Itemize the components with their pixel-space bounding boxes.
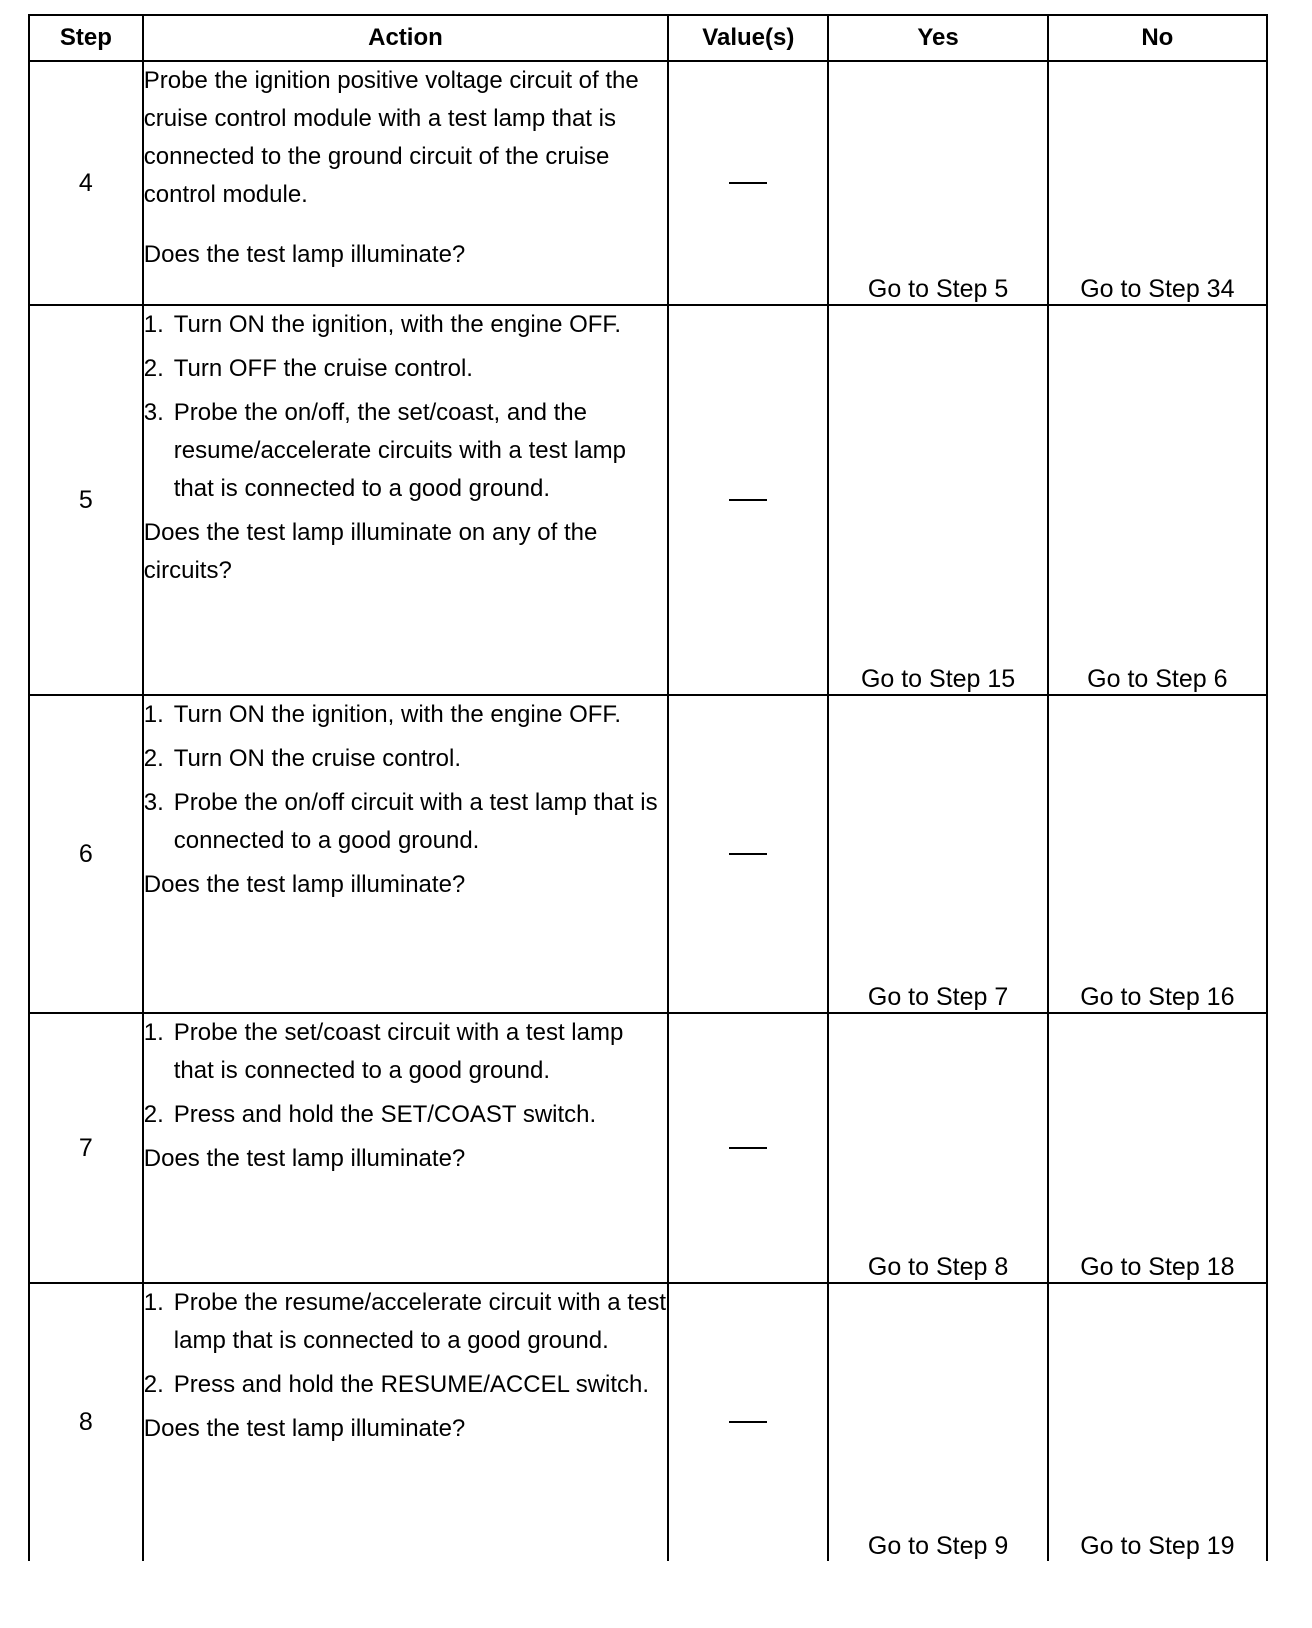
list-item: [144, 784, 667, 860]
yes-cell: Go to Step 15: [828, 305, 1047, 695]
list-item: [144, 306, 667, 344]
header-action: Action: [143, 15, 668, 61]
item-number: 1.: [143, 1019, 164, 1046]
no-cell: Go to Step 34: [1048, 61, 1267, 305]
item-text: Probe the on/off circuit with a test lamp that is connected to a good ground.: [173, 789, 658, 854]
list-item: [144, 1284, 667, 1360]
list-item: [144, 1096, 667, 1134]
value-cell: [668, 61, 828, 305]
item-number: 2.: [143, 745, 164, 772]
header-values: Value(s): [668, 15, 828, 61]
header-no: No: [1048, 15, 1267, 61]
item-text: Turn ON the ignition, with the engine OFF.: [173, 311, 622, 338]
value-cell: [668, 1013, 828, 1283]
item-number: 2.: [143, 1371, 164, 1398]
value-cell: [668, 695, 828, 1013]
yes-cell: Go to Step 5: [828, 61, 1047, 305]
item-text: Press and hold the SET/COAST switch.: [173, 1101, 597, 1128]
list-item: [144, 1014, 667, 1090]
no-cell: Go to Step 18: [1048, 1013, 1267, 1283]
header-yes: Yes: [828, 15, 1047, 61]
step-number: 8: [29, 1283, 143, 1561]
table-row: [29, 695, 1267, 1013]
value-dash: [729, 499, 767, 501]
list-item: [144, 1366, 667, 1404]
document-page: [28, 14, 1268, 1618]
table-row: [29, 61, 1267, 305]
list-item: [144, 696, 667, 734]
item-number: 1.: [143, 701, 164, 728]
action-steps: [144, 696, 667, 860]
action-steps: [144, 306, 667, 508]
item-number: 3.: [143, 789, 164, 816]
step-number: 7: [29, 1013, 143, 1283]
table-row: [29, 1013, 1267, 1283]
value-dash: [729, 1421, 767, 1423]
yes-cell: Go to Step 9: [828, 1283, 1047, 1561]
item-text: Probe the set/coast circuit with a test lamp that is connected to a good ground.: [173, 1019, 624, 1084]
item-text: Turn OFF the cruise control.: [173, 355, 473, 382]
item-number: 1.: [143, 1289, 164, 1316]
action-cell: [143, 1283, 668, 1561]
value-cell: [668, 305, 828, 695]
step-number: 4: [29, 61, 143, 305]
list-item: [144, 394, 667, 508]
yes-cell: Go to Step 7: [828, 695, 1047, 1013]
action-cell: [143, 305, 668, 695]
action-cell: [143, 1013, 668, 1283]
action-cell: [143, 695, 668, 1013]
item-text: Probe the on/off, the set/coast, and the resume/accelerate circuits with a test lamp that is connected to a good ground.: [173, 399, 626, 502]
yes-cell: Go to Step 8: [828, 1013, 1047, 1283]
action-question: Does the test lamp illuminate?: [143, 1415, 466, 1442]
item-number: 2.: [143, 355, 164, 382]
no-cell: Go to Step 16: [1048, 695, 1267, 1013]
table-row: [29, 305, 1267, 695]
no-cell: Go to Step 19: [1048, 1283, 1267, 1561]
list-item: [144, 350, 667, 388]
step-number: 6: [29, 695, 143, 1013]
header-step: Step: [29, 15, 143, 61]
item-text: Probe the resume/accelerate circuit with a test lamp that is connected to a good ground.: [173, 1289, 666, 1354]
diagnostic-table: [28, 14, 1268, 1561]
header-row: [29, 15, 1267, 61]
item-number: 1.: [143, 311, 164, 338]
value-dash: [729, 1147, 767, 1149]
step-number: 5: [29, 305, 143, 695]
value-dash: [729, 182, 767, 184]
no-cell: Go to Step 6: [1048, 305, 1267, 695]
value-dash: [729, 853, 767, 855]
item-text: Turn ON the ignition, with the engine OFF.: [173, 701, 622, 728]
list-item: [144, 740, 667, 778]
action-steps: [144, 1284, 667, 1404]
item-text: Turn ON the cruise control.: [173, 745, 461, 772]
action-steps: [144, 1014, 667, 1134]
item-number: 2.: [143, 1101, 164, 1128]
action-question: Does the test lamp illuminate?: [143, 241, 466, 268]
action-text: Probe the ignition positive voltage circuit of the cruise control module with a test lamp that is connected to the ground circuit of the cruise control module.: [143, 67, 639, 208]
value-cell: [668, 1283, 828, 1561]
action-question: Does the test lamp illuminate?: [143, 871, 466, 898]
item-text: Press and hold the RESUME/ACCEL switch.: [173, 1371, 650, 1398]
action-question: Does the test lamp illuminate?: [143, 1145, 466, 1172]
table-row: [29, 1283, 1267, 1561]
item-number: 3.: [143, 399, 164, 426]
action-question: Does the test lamp illuminate on any of the circuits?: [143, 519, 598, 584]
action-cell: [143, 61, 668, 305]
